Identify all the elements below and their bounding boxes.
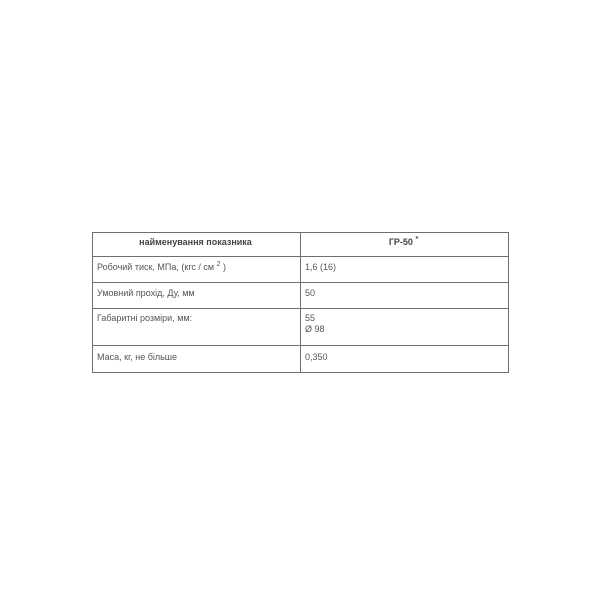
header-footnote-mark: * <box>415 236 419 243</box>
row-value: 50 <box>301 283 509 309</box>
row-label: Маса, кг, не більше <box>93 346 301 373</box>
specification-table <box>92 232 509 373</box>
row-value: 0,350 <box>301 346 509 373</box>
table-header-row <box>93 233 509 257</box>
row-value <box>301 309 509 346</box>
row-value: 1,6 (16) <box>301 257 509 283</box>
dimension-diameter: Ø 98 <box>305 324 325 334</box>
table-row-mass <box>93 346 509 373</box>
table-row-overall-dimensions <box>93 309 509 346</box>
header-parameter-name: найменування показника <box>93 233 301 257</box>
header-model-gr50: ГР-50 * <box>301 233 509 257</box>
row-label: Габаритні розміри, мм: <box>93 309 301 346</box>
table-row-nominal-bore <box>93 283 509 309</box>
dimension-height: 55 <box>305 313 316 323</box>
row-label: Робочий тиск, МПа, (кгс / см $^2$ ) <box>93 257 301 283</box>
table-row-working-pressure <box>93 257 509 283</box>
row-label: Умовний прохід, Ду, мм <box>93 283 301 309</box>
